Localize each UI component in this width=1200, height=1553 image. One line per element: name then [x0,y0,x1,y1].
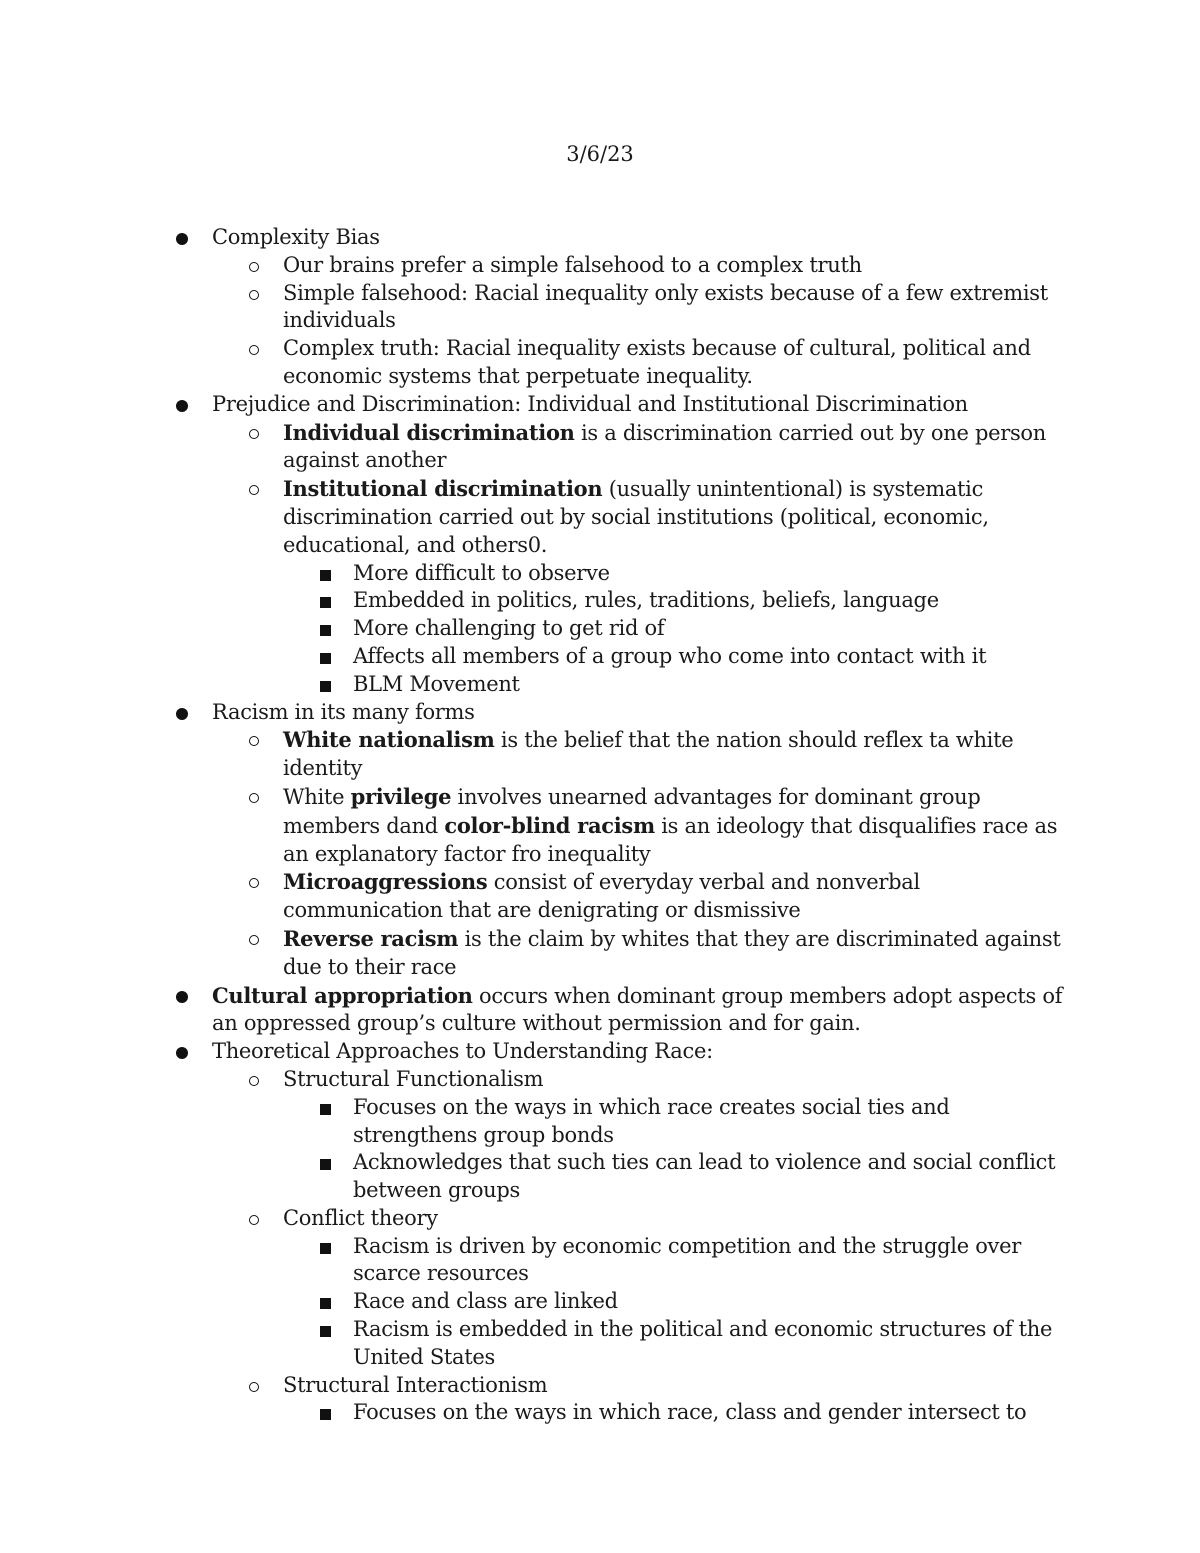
outline-item-level-2 [0,475,1063,559]
bold-term: Cultural appropriation [212,982,473,1008]
outline-item-level-2 [0,868,1063,925]
filled-circle-bullet-icon [176,708,188,720]
item-text: is the claim by whites that they are discriminated against due to their race [283,926,1061,979]
filled-square-bullet-icon [320,1409,331,1420]
outline-item-level-3 [0,643,1063,671]
bold-term: privilege [350,783,452,809]
hollow-circle-bullet-icon [249,485,259,495]
hollow-circle-bullet-icon [249,793,259,803]
item-text: is a discrimination carried out by one person against another [283,420,1046,473]
filled-square-bullet-icon [320,1243,331,1254]
item-text: involves unearned advantages for dominant group members dand [283,784,981,838]
outline-item-level-1 [0,1038,1072,1066]
hollow-circle-bullet-icon [249,736,259,746]
item-text: Complex truth: Racial inequality exists because of cultural, political and economic systems that perpetuate inequality. [283,336,1031,388]
outline-item-level-2 [0,1205,1063,1233]
filled-square-bullet-icon [320,1298,331,1309]
filled-square-bullet-icon [320,597,331,608]
filled-square-bullet-icon [320,570,331,581]
item-text: Racism is embedded in the political and economic structures of the United States [353,1317,1053,1369]
hollow-circle-bullet-icon [249,935,259,945]
filled-square-bullet-icon [320,653,331,664]
bold-term: color-blind racism [444,812,655,838]
item-text: Focuses on the ways in which race creates social ties and strengthens group bonds [353,1094,950,1147]
outline-item-level-3 [0,671,1063,699]
filled-square-bullet-icon [320,1104,331,1115]
filled-square-bullet-icon [320,1326,331,1337]
filled-circle-bullet-icon [176,400,188,412]
item-text: Our brains prefer a simple falsehood to a complex truth [283,252,862,277]
hollow-circle-bullet-icon [249,345,259,355]
hollow-circle-bullet-icon [249,290,259,300]
outline-item-level-1 [0,982,1072,1039]
item-text: Theoretical Approaches to Understanding Race: [212,1039,713,1064]
item-text: White [283,784,351,809]
item-text: More challenging to get rid of [353,616,665,641]
outline-item-level-2 [0,783,1063,868]
bold-term: Institutional discrimination [283,476,603,502]
outline-item-level-1 [0,224,1072,252]
item-text: is an ideology that disqualifies race as an explanatory factor fro inequality [283,813,1058,866]
item-text: Conflict theory [283,1205,438,1230]
outline-item-level-3 [0,587,1063,615]
filled-square-bullet-icon [320,625,331,636]
outline-item-level-2 [0,925,1063,982]
item-text: Complexity Bias [212,225,380,249]
outline-item-level-2 [0,252,1063,280]
filled-circle-bullet-icon [176,1047,188,1059]
item-text: Affects all members of a group who come into contact with it [353,643,987,668]
item-text: Focuses on the ways in which race, class and gender intersect to [353,1400,1027,1425]
item-text: (usually unintentional) is systematic discrimination carried out by social institutions (political, economic, educational, and others0. [283,477,989,557]
item-text: Embedded in politics, rules, traditions, beliefs, language [353,588,939,613]
item-text: occurs when dominant group members adopt aspects of an oppressed group’s culture without permission and for gain. [212,983,1063,1036]
item-text: Simple falsehood: Racial inequality only exists because of a few extremist individuals [283,280,1048,333]
outline-item-level-3 [0,1233,1063,1289]
filled-square-bullet-icon [320,681,331,692]
outline-item-level-2 [0,419,1063,476]
bold-term: Individual discrimination [283,419,575,445]
outline-item-level-2 [0,1372,1063,1400]
item-text: Prejudice and Discrimination: Individual and Institutional Discrimination [212,391,968,416]
bold-term: Microaggressions [283,869,488,895]
outline-item-level-2 [0,335,1063,391]
item-text: consist of everyday verbal and nonverbal communication that are denigrating or dismissive [283,870,920,923]
item-text: Acknowledges that such ties can lead to violence and social conflict between groups [353,1150,1056,1203]
bold-term: Reverse racism [283,925,459,951]
notes-outline [0,224,1200,1427]
hollow-circle-bullet-icon [249,262,259,272]
outline-item-level-3 [0,1316,1063,1372]
outline-item-level-3 [0,1288,1063,1316]
outline-item-level-3 [0,615,1063,643]
outline-item-level-2 [0,280,1063,336]
hollow-circle-bullet-icon [249,1076,259,1086]
item-text: Race and class are linked [353,1289,618,1314]
outline-item-level-3 [0,1399,1063,1427]
outline-item-level-3 [0,560,1063,588]
bold-term: White nationalism [283,727,495,753]
item-text: BLM Movement [353,671,520,696]
outline-item-level-3 [0,1094,1063,1150]
outline-item-level-3 [0,1149,1063,1205]
item-text: More difficult to observe [353,560,610,585]
outline-item-level-1 [0,391,1072,419]
filled-circle-bullet-icon [176,233,188,245]
outline-item-level-2 [0,1066,1063,1094]
outline-item-level-1 [0,699,1072,727]
hollow-circle-bullet-icon [249,878,259,888]
hollow-circle-bullet-icon [249,1382,259,1392]
item-text: Racism in its many forms [212,699,475,724]
item-text: Structural Functionalism [283,1066,544,1091]
filled-circle-bullet-icon [176,991,188,1003]
outline-item-level-2 [0,726,1063,783]
filled-square-bullet-icon [320,1159,331,1170]
item-text: Racism is driven by economic competition and the struggle over scarce resources [353,1233,1021,1286]
item-text: is the belief that the nation should reflex ta white identity [283,728,1014,781]
hollow-circle-bullet-icon [249,1215,259,1225]
hollow-circle-bullet-icon [249,429,259,439]
item-text: Structural Interactionism [283,1372,548,1397]
page-date: 3/6/23 [566,142,634,166]
